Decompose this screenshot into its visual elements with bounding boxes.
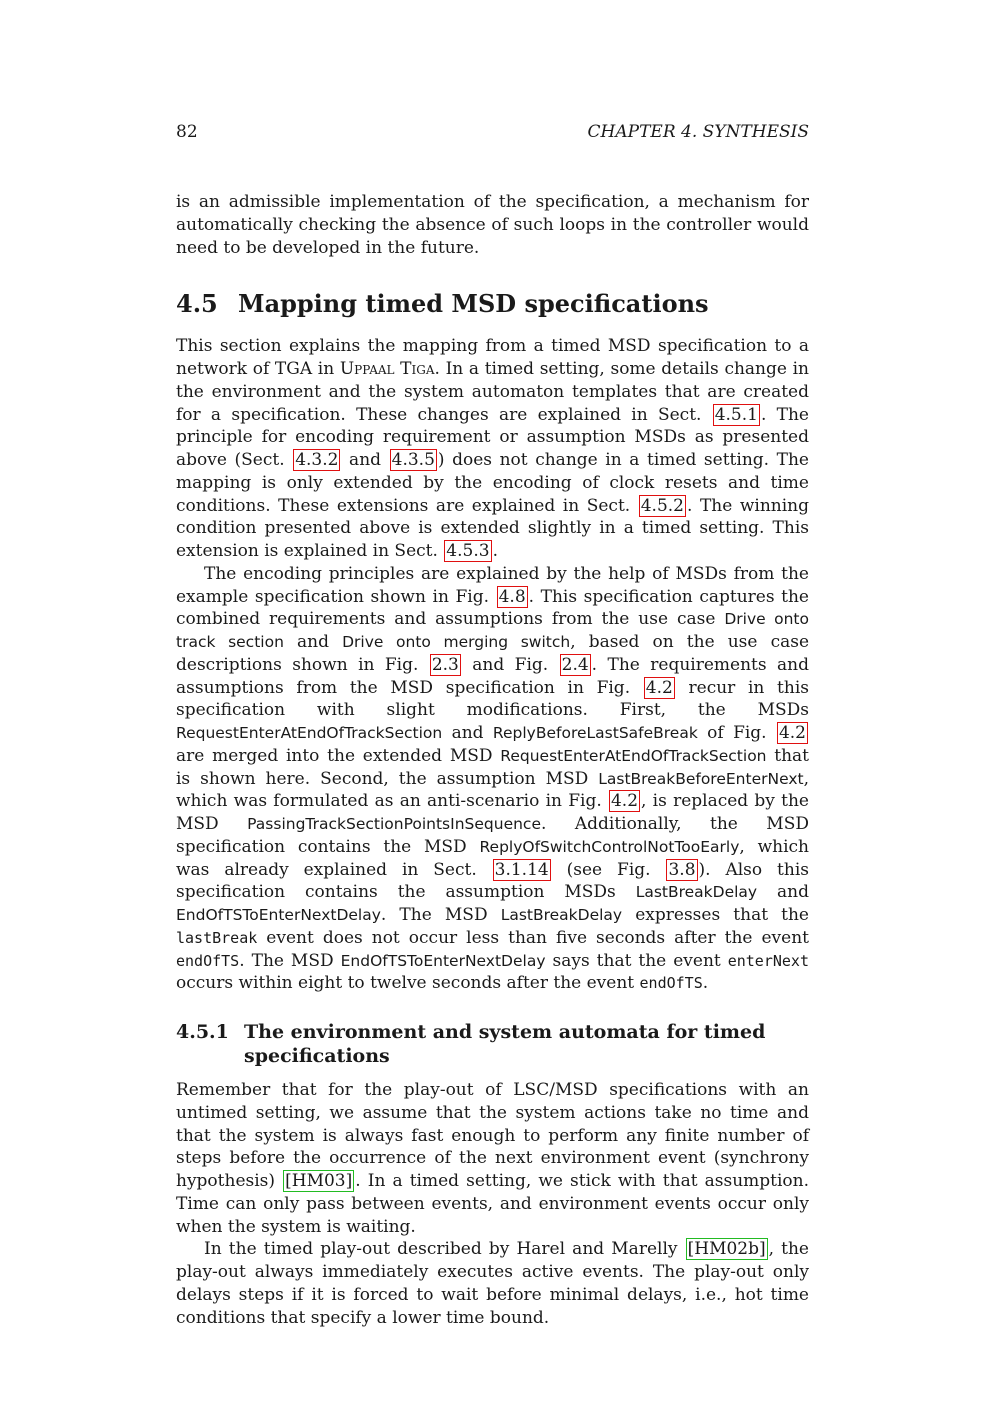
intro-paragraph: is an admissible implementation of the specification, a mechanism for automatically checking the absence of such loops in the controller would need to be developed in the future. — [176, 192, 809, 258]
text: are merged into the extended MSD — [176, 745, 501, 766]
section-number: 4.5 — [176, 289, 218, 319]
use-case-name: Drive onto merging switch — [342, 633, 571, 651]
ref-sect-4-3-2[interactable]: 4.3.2 — [295, 450, 339, 470]
event-code: endOfTS — [176, 951, 240, 970]
msd-name: LastBreakDelay — [635, 883, 758, 902]
ref-fig-4-8[interactable]: 4.8 — [498, 586, 526, 607]
paragraph-timed-play-out — [176, 1238, 809, 1329]
text: , is replaced by the MSD — [176, 791, 809, 834]
ref-fig-4-2[interactable]: 4.2 — [610, 791, 639, 812]
ref-fig-2-3[interactable]: 2.3 — [431, 654, 459, 675]
text: ) does not change in a timed setting. The mapping is only extended by the encoding of clock resets and time conditions. These extensions are explained in Sect. — [176, 450, 809, 516]
section-title: Mapping timed MSD specifications — [238, 289, 709, 319]
subsection-number: 4.5.1 — [176, 1021, 229, 1043]
text: and — [341, 450, 389, 470]
text: , based on the use case descriptions shown in Fig. — [176, 632, 810, 675]
text: . — [492, 541, 498, 561]
text: , which was formulated as an anti-scenario in Fig. — [176, 768, 809, 812]
msd-name: EndOfTSToEnterNextDelay — [176, 906, 381, 924]
text: expresses that the — [622, 905, 809, 925]
text: ). Also this specification contains the assumption MSDs — [176, 859, 809, 903]
page-number: 82 — [176, 122, 198, 142]
text: Remember that for the play-out of LSC/MSD specifications with an untimed setting, we assume that the system actions take no time and that the system is always fast enough to perform any finite number of steps before the occurrence of the next environment event (synchrony hypothesis) — [176, 1080, 809, 1191]
subsection-title: The environment and system automata for timed specifications — [244, 1021, 766, 1067]
ref-sect-4-5-1[interactable]: 4.5.1 — [714, 404, 758, 425]
text: . The MSD — [380, 905, 501, 925]
use-case-name: Drive onto track section — [176, 610, 809, 651]
msd-name: LastBreakBeforeEnterNext — [598, 769, 804, 788]
msd-name: RequestEnterAtEndOfTrackSection — [500, 746, 767, 765]
paragraph-mapping-overview — [176, 335, 809, 563]
text: This section explains the mapping from a timed MSD specification to a network of TGA in — [176, 336, 809, 379]
text: . In a timed setting, some details change in the environment and the system automaton templates that are created for a specification. These changes are explained in Sect. — [176, 359, 809, 425]
ref-fig-2-4[interactable]: 2.4 — [561, 654, 589, 675]
event-code: lastBreak — [176, 928, 258, 947]
text: and Fig. — [461, 654, 559, 675]
citation-hm03[interactable]: [HM03] — [285, 1171, 353, 1191]
text: . The winning condition presented above is extended slightly in a timed setting. This extension is explained in Sect. — [176, 495, 809, 561]
event-code: endOfTS — [639, 974, 703, 993]
ref-sect-4-5-3[interactable]: 4.5.3 — [446, 541, 490, 561]
ref-sect-4-3-5[interactable]: 4.3.5 — [391, 450, 435, 470]
page-header — [176, 120, 809, 144]
ref-fig-4-2[interactable]: 4.2 — [778, 723, 806, 743]
text: , which was already explained in Sect. — [176, 836, 809, 880]
text: of Fig. — [697, 723, 776, 743]
text: . In a timed setting, we stick with that assumption. Time can only pass between events, and environment events occur only when the system is waiting. — [176, 1171, 810, 1237]
text: and — [283, 632, 343, 652]
text: and — [442, 723, 493, 743]
text: recur in this specification with slight modifications. First, the MSDs — [176, 677, 809, 721]
text-block — [176, 191, 809, 1329]
text: The encoding principles are explained by the help of MSDs from the example specification shown in Fig. — [176, 563, 809, 607]
text: . — [702, 973, 709, 994]
text: says that the event — [545, 950, 728, 971]
ref-sect-3-1-14[interactable]: 3.1.14 — [494, 859, 549, 880]
text: (see Fig. — [551, 859, 666, 880]
text: event does not occur less than five seconds after the event — [257, 927, 809, 948]
text: . This specification captures the combined requirements and assumptions from the use case — [176, 586, 809, 630]
tool-name: Uppaal Tiga — [339, 359, 435, 379]
ref-fig-3-8[interactable]: 3.8 — [668, 859, 696, 880]
text: that is shown here. Second, the assumption MSD — [176, 745, 809, 789]
msd-name: LastBreakDelay — [500, 906, 623, 924]
running-head: CHAPTER 4. SYNTHESIS — [587, 122, 809, 142]
text: . The requirements and assumptions from the MSD specification in Fig. — [176, 654, 809, 698]
text: . Additionally, the MSD specification contains the MSD — [176, 814, 809, 857]
msd-name: EndOfTSToEnterNextDelay — [340, 951, 546, 970]
paragraph-synchrony-hypothesis — [176, 1079, 809, 1238]
text: occurs within eight to twelve seconds after the event — [176, 973, 640, 994]
subsection-heading — [176, 1020, 809, 1068]
text: . The principle for encoding requirement or assumption MSDs as presented above (Sect. — [176, 404, 809, 470]
citation-hm02b[interactable]: [HM02b] — [687, 1239, 766, 1260]
msd-name: ReplyOfSwitchControlNotTooEarly — [479, 837, 740, 856]
ref-fig-4-2[interactable]: 4.2 — [645, 677, 673, 698]
paragraph-encoding-principles — [176, 563, 809, 995]
text: In the timed play-out described by Harel and Marelly — [204, 1239, 685, 1260]
ref-sect-4-5-2[interactable]: 4.5.2 — [640, 495, 684, 516]
msd-name: ReplyBeforeLastSafeBreak — [492, 724, 698, 742]
event-code: enterNext — [727, 951, 809, 970]
msd-name: PassingTrackSectionPointsInSequence — [247, 815, 541, 833]
msd-name: RequestEnterAtEndOfTrackSection — [176, 724, 443, 742]
text: . The MSD — [239, 950, 341, 971]
section-heading — [176, 289, 809, 319]
text: , the play-out always immediately executes active events. The play-out only delays steps if it is forced to wait before minimal delays, i.e., hot time conditions that specify a lower time bound. — [176, 1239, 809, 1328]
text: and — [757, 882, 809, 903]
